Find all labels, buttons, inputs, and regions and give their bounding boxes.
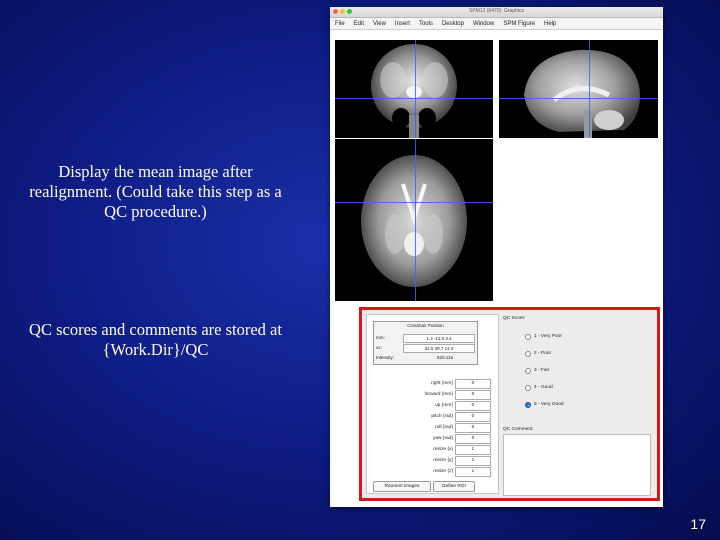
qc-comment-textarea[interactable] bbox=[503, 434, 651, 496]
menu-insert[interactable]: Insert bbox=[394, 20, 410, 27]
menu-spm-figure[interactable]: SPM Figure bbox=[503, 20, 535, 27]
score-3-label: 3 - Fair bbox=[534, 368, 550, 373]
mm-label: mm: bbox=[376, 335, 385, 340]
score-radio-3[interactable] bbox=[525, 367, 635, 376]
param-roll bbox=[375, 423, 493, 433]
intensity-label: Intensity: bbox=[376, 355, 395, 360]
crosshair-position-header: Crosshair Position bbox=[407, 323, 444, 328]
reorient-images-button[interactable]: Reorient images bbox=[373, 481, 431, 492]
param-pitch-field[interactable]: 0 bbox=[455, 412, 491, 422]
axial-slice-view[interactable] bbox=[335, 139, 493, 301]
param-right bbox=[375, 379, 493, 389]
param-up-label: up {mm} bbox=[435, 403, 453, 408]
param-resize-y-label: resize {y} bbox=[433, 458, 453, 463]
score-radio-4[interactable] bbox=[525, 384, 635, 393]
param-forward bbox=[375, 390, 493, 400]
menu-desktop[interactable]: Desktop bbox=[441, 20, 464, 27]
vx-label: vx: bbox=[376, 345, 382, 350]
sagittal-slice-view[interactable] bbox=[499, 40, 658, 138]
param-up-field[interactable]: 0 bbox=[455, 401, 491, 411]
spm-graphics-window bbox=[330, 7, 663, 507]
coronal-slice-view[interactable] bbox=[335, 40, 493, 138]
param-pitch-label: pitch {rad} bbox=[431, 414, 453, 419]
param-resize-x-field[interactable]: 1 bbox=[455, 445, 491, 455]
qc-score-panel bbox=[503, 314, 650, 492]
score-2-label: 2 - Poor bbox=[534, 351, 552, 356]
param-pitch bbox=[375, 412, 493, 422]
param-forward-label: forward {mm} bbox=[424, 392, 453, 397]
menu-file[interactable]: File bbox=[335, 20, 345, 27]
param-roll-field[interactable]: 0 bbox=[455, 423, 491, 433]
menu-edit[interactable]: Edit bbox=[353, 20, 365, 27]
crosshair-position-box bbox=[373, 321, 478, 365]
intensity-value: 820.115 bbox=[437, 355, 453, 360]
score-5-label: 5 - Very Good bbox=[534, 402, 564, 407]
param-yaw-label: yaw {rad} bbox=[432, 436, 453, 441]
radio-button-icon[interactable] bbox=[525, 351, 531, 357]
vx-row bbox=[376, 344, 475, 352]
param-resize-z-field[interactable]: 1 bbox=[455, 467, 491, 477]
radio-button-icon[interactable] bbox=[525, 385, 531, 391]
param-forward-field[interactable]: 0 bbox=[455, 390, 491, 400]
param-resize-x bbox=[375, 445, 493, 455]
param-right-field[interactable]: 0 bbox=[455, 379, 491, 389]
qc-comment-label: QC Comment: bbox=[503, 427, 534, 432]
param-resize-x-label: resize {x} bbox=[433, 447, 453, 452]
vx-field[interactable]: 32.5 39.7 14.0 bbox=[403, 344, 475, 353]
slide-number: 17 bbox=[690, 516, 706, 532]
param-resize-z-label: resize {z} bbox=[433, 469, 453, 474]
menu-window[interactable]: Window bbox=[472, 20, 495, 27]
caption-qc-storage: QC scores and comments are stored at {Work.Dir}/QC bbox=[29, 320, 282, 359]
window-title: SPM12 (6470): Graphics bbox=[468, 8, 525, 14]
caption-display-mean-image: Display the mean image after realignment. (Could take this step as a QC procedure.) bbox=[29, 162, 282, 221]
score-4-label: 4 - Good bbox=[534, 385, 553, 390]
param-roll-label: roll {rad} bbox=[435, 425, 453, 430]
radio-button-selected-icon[interactable] bbox=[525, 402, 531, 408]
score-radio-1[interactable] bbox=[525, 333, 635, 342]
score-radio-5[interactable] bbox=[525, 401, 635, 410]
param-yaw bbox=[375, 434, 493, 444]
param-resize-y bbox=[375, 456, 493, 466]
param-up bbox=[375, 401, 493, 411]
menu-view[interactable]: View bbox=[373, 20, 386, 27]
score-radio-2[interactable] bbox=[525, 350, 635, 359]
radio-button-icon[interactable] bbox=[525, 334, 531, 340]
mm-row bbox=[376, 334, 475, 342]
define-roi-button[interactable]: Define ROI bbox=[433, 481, 475, 492]
param-yaw-field[interactable]: 0 bbox=[455, 434, 491, 444]
menu-tools[interactable]: Tools bbox=[418, 20, 433, 27]
qc-score-label: QC Score: bbox=[503, 316, 526, 321]
reorient-panel bbox=[366, 314, 499, 494]
menu-bar bbox=[330, 18, 663, 30]
param-resize-y-field[interactable]: 1 bbox=[455, 456, 491, 466]
intensity-row bbox=[376, 354, 475, 362]
radio-button-icon[interactable] bbox=[525, 368, 531, 374]
title-bar bbox=[330, 7, 663, 18]
score-1-label: 1 - Very Poor bbox=[534, 334, 562, 339]
param-right-label: right {mm} bbox=[431, 381, 453, 386]
menu-help[interactable]: Help bbox=[544, 20, 557, 27]
mm-field[interactable]: 1.3 -13.0 3.4 bbox=[403, 334, 475, 343]
qc-panel bbox=[359, 307, 660, 501]
param-resize-z bbox=[375, 467, 493, 477]
